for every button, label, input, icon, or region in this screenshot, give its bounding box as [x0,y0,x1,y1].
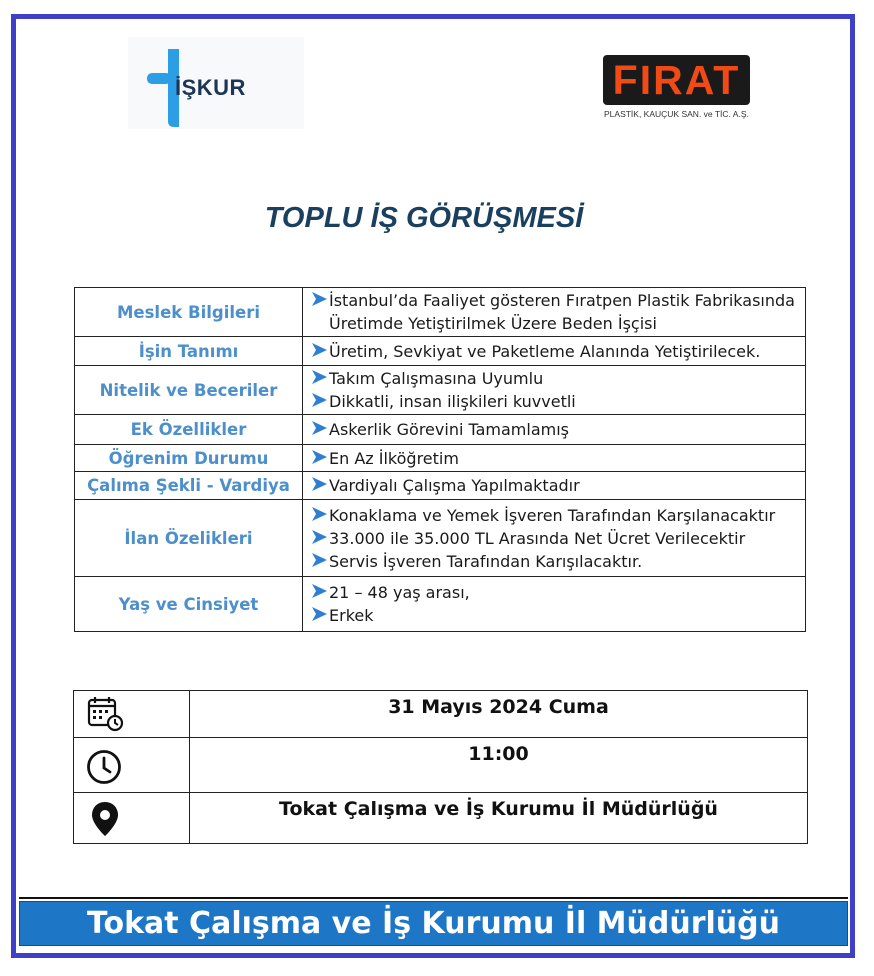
arrow-bullet-icon [311,606,329,622]
event-details-table [73,690,808,844]
list-item-text: 33.000 ile 35.000 TL Arasında Net Ücret Verilecektir [329,528,746,548]
calendar-clock-icon [86,693,126,733]
list-item [311,418,805,441]
event-date: 31 Mayıs 2024 Cuma [190,691,808,738]
row-label: Yaş ve Cinsiyet [75,577,303,632]
list-item-text: En Az İlköğretim [329,448,459,468]
list-item-text: Üretim, Sevkiyat ve Paketleme Alanında Yetiştirilecek. [329,341,761,361]
list-item-text: Erkek [329,606,374,625]
arrow-bullet-icon [311,369,329,385]
event-location: Tokat Çalışma ve İş Kurumu İl Müdürlüğü [190,793,808,844]
list-item-text: Askerlik Görevini Tamamlamış [329,420,570,439]
row-label: Ek Özellikler [75,415,303,445]
row-label: Nitelik ve Beceriler [75,366,303,415]
footer-banner: Tokat Çalışma ve İş Kurumu İl Müdürlüğü [19,901,848,946]
arrow-bullet-icon [311,476,329,492]
arrow-bullet-icon [311,529,329,545]
row-label: İlan Özelikleri [75,500,303,577]
job-info-table [74,287,806,632]
firat-logo-text: FIRAT [612,57,741,103]
arrow-bullet-icon [311,342,329,358]
list-item-text: Dikkatli, insan ilişkileri kuvvetli [329,392,576,411]
list-item-text: 21 – 48 yaş arası, [329,583,470,602]
list-item [311,340,805,363]
list-item [311,604,805,627]
iskur-logo [128,37,304,129]
firat-logo-box [603,55,750,105]
list-item [311,504,805,527]
arrow-bullet-icon [311,392,329,408]
row-value [303,500,806,577]
row-value [303,445,806,472]
list-item-text: Vardiyalı Çalışma Yapılmaktadır [329,476,580,495]
table-row [75,288,806,337]
row-value [303,415,806,445]
arrow-bullet-icon [311,449,329,465]
list-item [311,527,805,550]
arrow-bullet-icon [311,291,329,307]
event-time: 11:00 [190,738,808,793]
icon-cell [74,793,190,844]
arrow-bullet-icon [311,552,329,568]
list-item [311,474,805,497]
list-item-text: Konaklama ve Yemek İşveren Tarafından Karşılanacaktır [329,505,776,525]
table-row [74,793,808,844]
footer-divider [19,897,848,899]
row-label: Çalıma Şekli - Vardiya [75,472,303,500]
row-label: Öğrenim Durumu [75,445,303,472]
arrow-bullet-icon [311,420,329,436]
list-item [311,447,805,470]
table-row [75,472,806,500]
iskur-logo-text: İŞKUR [175,75,246,100]
icon-cell [74,738,190,793]
list-item [311,367,805,390]
table-row [75,337,806,366]
row-label: İşin Tanımı [75,337,303,366]
table-row [75,415,806,445]
table-row [75,500,806,577]
row-value [303,577,806,632]
row-value [303,472,806,500]
location-pin-icon [85,799,125,839]
list-item [311,289,805,312]
list-item [311,581,805,604]
table-row [74,691,808,738]
table-row [75,366,806,415]
row-value [303,288,806,337]
list-item-text: İstanbul’da Faaliyet gösteren Fıratpen Plastik Fabrikasında [329,291,795,310]
arrow-bullet-icon [311,583,329,599]
page-title: TOPLU İŞ GÖRÜŞMESİ [264,202,584,234]
list-item [311,312,805,335]
list-item-text: Servis İşveren Tarafından Karışılacaktır. [329,551,643,571]
table-row [75,445,806,472]
row-value [303,337,806,366]
firat-logo [576,50,756,122]
row-value [303,366,806,415]
list-item [311,550,805,573]
table-row [74,738,808,793]
clock-icon [84,747,124,787]
list-item [311,390,805,413]
firat-logo-subtitle: PLASTİK, KAUÇUK SAN. ve TİC. A.Ş. [604,109,749,119]
arrow-bullet-icon [311,506,329,522]
row-label: Meslek Bilgileri [75,288,303,337]
list-item-text: Takım Çalışmasına Uyumlu [329,369,544,388]
table-row [75,577,806,632]
list-item-text: Üretimde Yetiştirilmek Üzere Beden İşçisi [329,314,657,333]
icon-cell [74,691,190,738]
